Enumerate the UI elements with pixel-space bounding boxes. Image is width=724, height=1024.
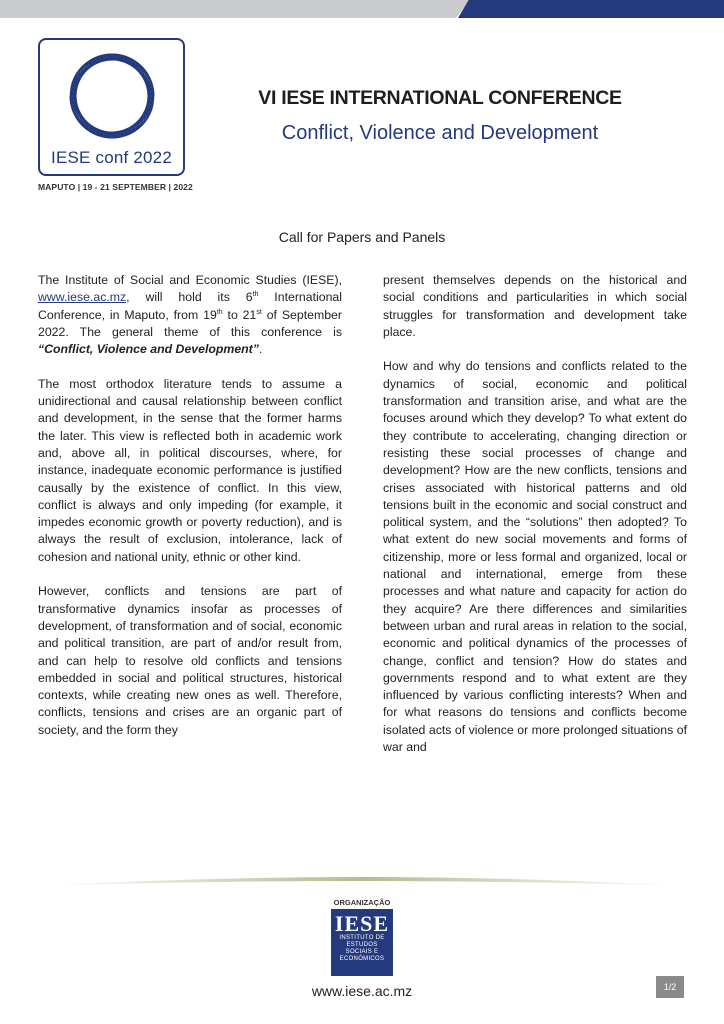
right-column [383,272,687,774]
intro-text: . [258,342,263,357]
organization-label: ORGANIZAÇÃO [333,898,391,907]
body-paragraph: However, conflicts and tensions are part of transformative dynamics insofar as processes of development, of transformation and of social, economic and political transition, are part of and/or result from, and can help to resolve old conflicts and tensions embedded in social and political structures, historical contexts, while creating new ones as well. Therefore, conflicts, tensions and crises are an organic part of society, and the form they [38,584,342,737]
section-title: Call for Papers and Panels [278,229,446,245]
body-paragraph: The most orthodox literature tends to assume a unidirectional and causal relationship between conflict and development, in the sense that the former harms the later. This view is reflected both in academic work and, above all, in political discourses, where, for instance, inadequate economic performance is justified causally by the existence of conflict. In this view, conflict is always and only impeding (for example, it impedes economic growth or poverty reduction), and is always the result of exclusion, intolerance, lack of cohesion and national unity, ethnic or other kind. [38,376,342,564]
footer-swoosh-decoration [40,868,684,892]
iese-acronym: IESE [334,911,390,936]
ordinal-suffix: th [252,291,259,299]
intro-text: of September 2022. The general theme of this conference is [38,307,342,339]
ordinal-suffix: st [256,308,262,316]
intro-text: to 21 [222,307,257,322]
intro-text: , will hold its 6 [126,290,253,305]
intro-text: The Institute of Social and Economic Studies (IESE), [38,273,342,287]
header-blue-bar [458,0,724,18]
intro-paragraph [38,272,342,358]
page-number-badge: 1/2 [656,976,684,998]
iese-name-line: ESTUDOS [346,942,378,948]
interlaced-rings-icon [68,46,156,146]
iese-logo [331,909,393,976]
conference-theme: “Conflict, Violence and Development” [38,342,259,357]
website-link[interactable]: www.iese.ac.mz [38,290,127,305]
conference-subtitle: Conflict, Violence and Development [281,122,599,144]
conference-title: VI IESE INTERNATIONAL CONFERENCE [258,87,622,109]
ordinal-suffix: th [216,308,223,316]
body-paragraph: present themselves depends on the historical and social conditions and particularities in which social struggles for transformation and development take place. [383,273,687,339]
iese-name-line: ECONÓMICOS [339,956,385,962]
intro-text: International Conference, in Maputo, from 19 [38,290,342,322]
left-column [38,272,342,756]
iese-name-line: INSTITUTO DE [339,935,385,941]
iese-name-line: SOCIAIS E [345,949,379,955]
header-grey-bar [0,0,470,18]
body-paragraph: How and why do tensions and conflicts related to the dynamics of social, economic and political transformation and transition arise, and what are the focuses around which they develop? To what extent do they contribute to accelerating, changing direction or resisting these social processes of change and development? How are the new conflicts, tensions and crises associated with historical patterns and old tensions built in the economic and social construct and political system, and the “solutions” then adopted? To what extent do new social movements and forms of citizenship, more or less formal and organized, local or national and international, emerge from these processes and what nature and capacity for action do they acquire? Are there differences and similarities between urban and rural areas in relation to the social, economic and political dynamics of the processes of change, conflict and tension? How do states and governments respond and to what extent are they influenced by various conflicting interests? When and for what reasons do tensions and conflicts become isolated acts of violence or more prolonged situations of war and [383,359,687,755]
conference-dates: MAPUTO | 19 - 21 SEPTEMBER | 2022 [38,182,193,192]
logo-caption: IESE conf 2022 [51,148,172,167]
conference-logo [38,38,185,176]
footer-website[interactable]: www.iese.ac.mz [311,983,413,999]
